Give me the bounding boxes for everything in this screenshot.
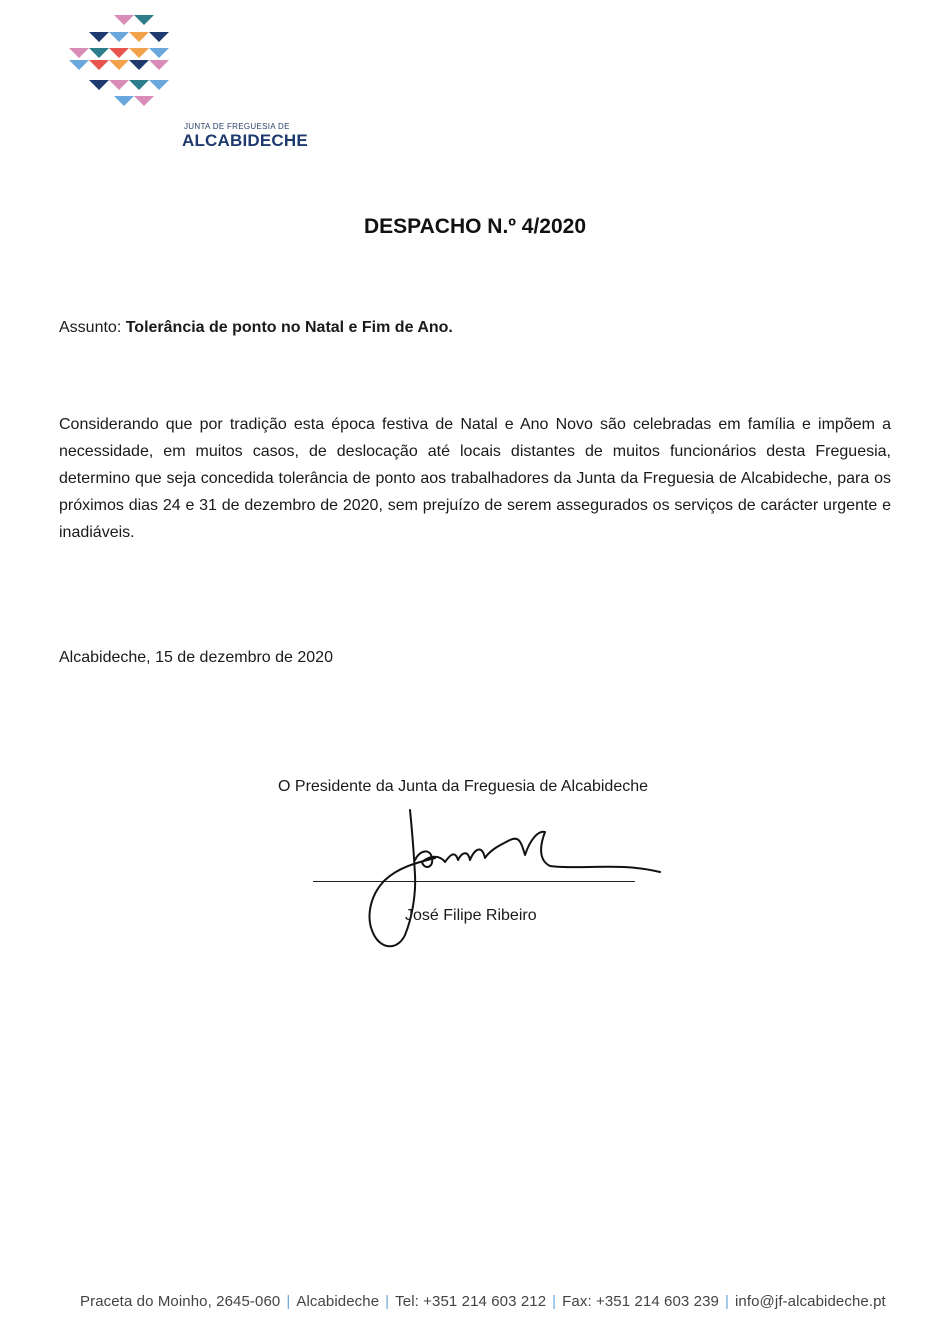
- subject-value: Tolerância de ponto no Natal e Fim de Ano.: [125, 319, 453, 336]
- footer-address: Praceta do Moinho, 2645-060: [80, 1293, 281, 1310]
- footer-separator: |: [286, 1293, 291, 1310]
- footer-email[interactable]: info@jf-alcabideche.pt: [734, 1293, 886, 1310]
- signer-role: O Presidente da Junta da Freguesia de Alcabideche: [278, 778, 649, 795]
- handwritten-signature: [360, 800, 680, 960]
- logo-subtitle: JUNTA DE FREGUESIA DE: [184, 122, 290, 131]
- logo-mosaic-icon: [44, 10, 194, 120]
- place-date: Alcabideche, 15 de dezembro de 2020: [59, 649, 333, 666]
- footer-tel: Tel: +351 214 603 212: [395, 1293, 547, 1310]
- footer-locality: Alcabideche: [296, 1293, 380, 1310]
- freguesia-logo: [44, 10, 308, 150]
- footer-contacts: [80, 1293, 886, 1310]
- document-title: DESPACHO N.º 4/2020: [363, 215, 587, 238]
- footer-fax: Fax: +351 214 603 239: [562, 1293, 719, 1310]
- body-paragraph: Considerando que por tradição esta época festiva de Natal e Ano Novo são celebradas em família e impõem a necessidade, em muitos casos, de deslocação até locais distantes de muitos funcionários desta Freguesia, determino que seja concedida tolerância de ponto aos trabalhadores da Junta da Freguesia de Alcabideche, para os próximos dias 24 e 31 de dezembro de 2020, sem prejuízo de serem assegurados os serviços de carácter urgente e inadiáveis.: [59, 416, 891, 541]
- footer-separator: |: [552, 1293, 557, 1310]
- logo-title: ALCABIDECHE: [182, 131, 308, 150]
- subject-label: Assunto:: [59, 319, 122, 336]
- subject-line: [59, 319, 453, 337]
- footer-separator: |: [385, 1293, 390, 1310]
- signer-name: José Filipe Ribeiro: [405, 907, 537, 924]
- footer-separator: |: [724, 1293, 729, 1310]
